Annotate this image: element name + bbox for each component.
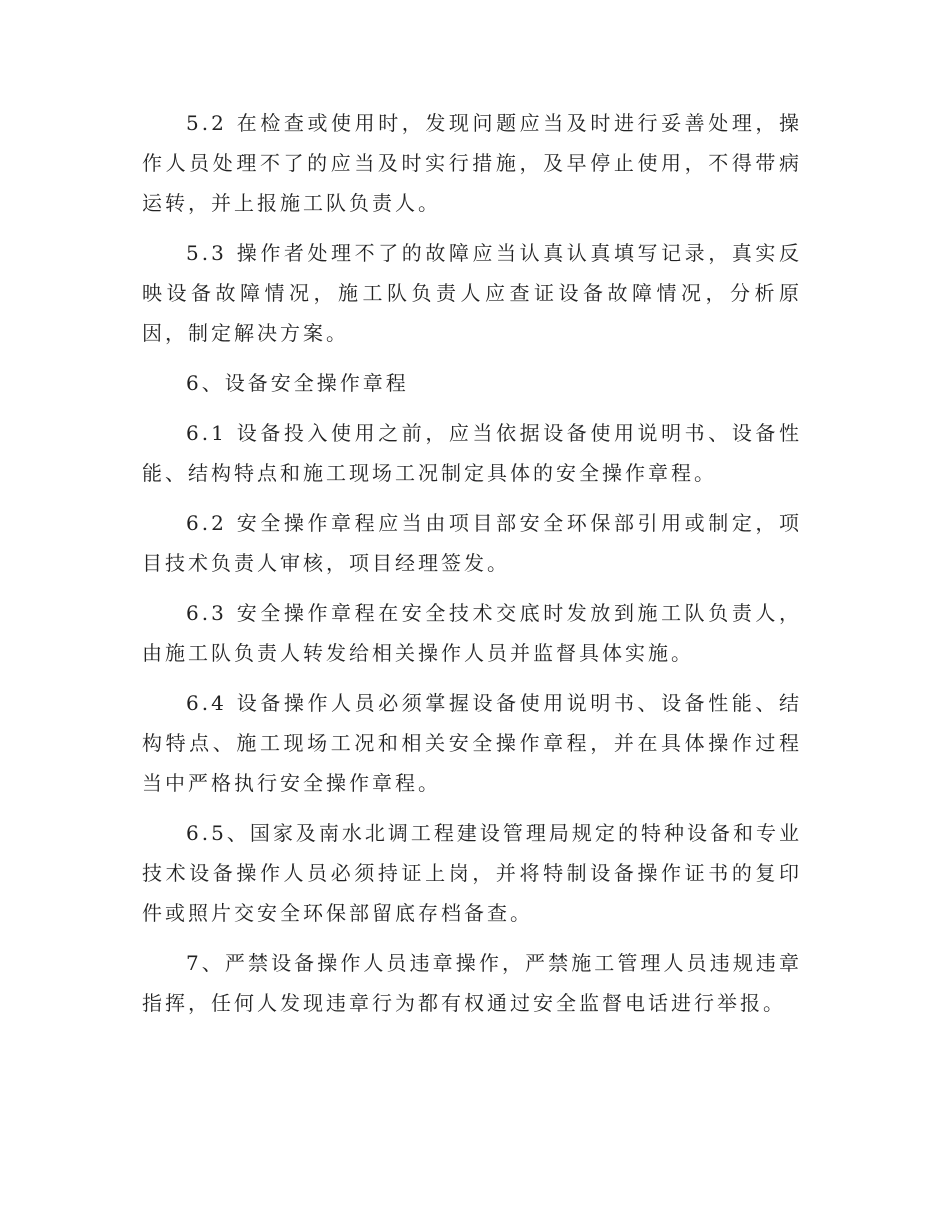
paragraph-7: 7、严禁设备操作人员违章操作，严禁施工管理人员违规违章指挥，任何人发现违章行为都有权通过安全监督电话进行举报。: [142, 951, 802, 1015]
paragraph-6-1: 6.1 设备投入使用之前，应当依据设备使用说明书、设备性能、结构特点和施工现场工况制定具体的安全操作章程。: [142, 421, 802, 485]
document-body: [142, 103, 802, 1033]
paragraph-6-2: 6.2 安全操作章程应当由项目部安全环保部引用或制定，项目技术负责人审核，项目经理签发。: [142, 511, 802, 575]
paragraph-6-5: 6.5、国家及南水北调工程建设管理局规定的特种设备和专业技术设备操作人员必须持证上岗，并将特制设备操作证书的复印件或照片交安全环保部留底存档备查。: [142, 821, 802, 925]
paragraph-6-4: 6.4 设备操作人员必须掌握设备使用说明书、设备性能、结构特点、施工现场工况和相关安全操作章程，并在具体操作过程当中严格执行安全操作章程。: [142, 691, 802, 795]
paragraph-5-2: 5.2 在检查或使用时，发现问题应当及时进行妥善处理，操作人员处理不了的应当及时实行措施，及早停止使用，不得带病运转，并上报施工队负责人。: [142, 111, 802, 215]
paragraph-6-3: 6.3 安全操作章程在安全技术交底时发放到施工队负责人，由施工队负责人转发给相关操作人员并监督具体实施。: [142, 601, 802, 665]
section-heading-6: 6、设备安全操作章程: [186, 371, 409, 395]
paragraph-5-3: 5.3 操作者处理不了的故障应当认真认真填写记录，真实反映设备故障情况，施工队负责人应查证设备故障情况，分析原因，制定解决方案。: [142, 241, 802, 345]
